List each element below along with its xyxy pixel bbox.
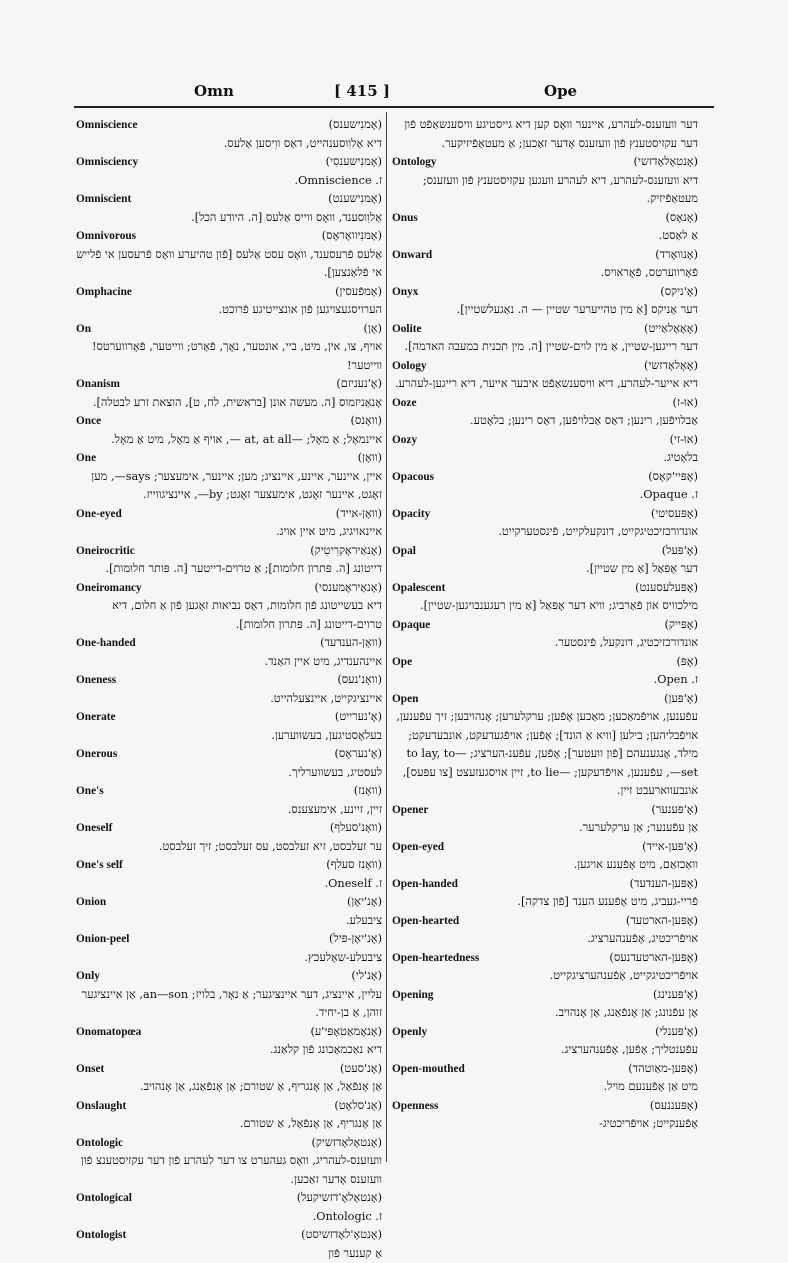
entry-pronunciation: (אָפּ) <box>676 653 698 672</box>
entry-headword: Opening <box>392 986 433 1005</box>
entry-pronunciation: (אָפּייק) <box>665 616 698 635</box>
dictionary-entry <box>392 838 698 875</box>
entry-definition: הערויסגעצויגען פֿון אונצייטיגע פֿרוכט. <box>76 301 382 320</box>
entry-headword: One-eyed <box>76 505 122 524</box>
entry-pronunciation: (אָמנִישענס) <box>329 116 382 135</box>
entry-pronunciation: (אָפּעסיטי) <box>651 505 698 524</box>
entry-headword: Openly <box>392 1023 427 1042</box>
entry-pronunciation: (אָ'פּען-אייד) <box>642 838 698 857</box>
entry-pronunciation: (אוּ-זי) <box>670 431 698 450</box>
dictionary-entry <box>76 505 382 542</box>
entry-definition: בעלאָסטיגען, בעשווערען. <box>76 727 382 746</box>
entry-pronunciation: (אָנאַיראָקרִיטִיק) <box>310 542 382 561</box>
entry-pronunciation: (אָ'פּענינג) <box>653 986 698 1005</box>
entry-pronunciation: (אָ'פּענלי) <box>655 1023 698 1042</box>
entry-pronunciation: (אָ'פּענער) <box>651 801 698 820</box>
entry-pronunciation: (וואָן-אייד) <box>336 505 382 524</box>
entry-pronunciation: (אָפּען-מאַוטהד) <box>628 1060 698 1079</box>
entry-headword: Opacity <box>392 505 430 524</box>
entry-definition: אַלעס פֿרעסענד, וואָס עסט אַלעס [פֿון טהיערע וואָס פֿרעסען אי פֿלייש אי פֿלאַנצען]. <box>76 246 382 283</box>
entry-headword: One's <box>76 782 104 801</box>
entry-definition: עליין, איינציג, דער איינציגער; אַ נאָר, בלויז; an—son, אַן איינציגער זוהן, אַ בן-יחיד. <box>76 986 382 1023</box>
entry-headword: Open-eyed <box>392 838 444 857</box>
page-header <box>74 82 714 104</box>
entry-pronunciation: (וואָנז סעלף) <box>326 856 382 875</box>
dictionary-entry <box>76 227 382 283</box>
entry-headword: Oneirocritic <box>76 542 135 561</box>
entry-definition: דער אָניקס [אַ מין טהייערער שטיין — ה. נאַגעלשטיין]. <box>392 301 698 320</box>
dictionary-entry <box>76 1097 382 1134</box>
dictionary-entry <box>392 246 698 283</box>
entry-headword: Onanism <box>76 375 120 394</box>
entry-headword: Opener <box>392 801 428 820</box>
entry-pronunciation: (אוּ-ז) <box>673 394 698 413</box>
entry-pronunciation: (אָנ'לי) <box>351 967 382 986</box>
dictionary-entry <box>76 745 382 782</box>
dictionary-entry <box>76 542 382 579</box>
entry-pronunciation: (אָ'נערייט) <box>335 708 382 727</box>
entry-headword: Onus <box>392 209 418 228</box>
dictionary-entry <box>76 634 382 671</box>
entry-definition: עפֿענען, אויפֿמאַכען; מאַכען אָפֿען; ערקלערען; אָנהויבען; זיך עפֿענען, אויפֿבליהען; בילען [וויא אַ הונד]; אָפֿען; אויפֿגעדעקט, אונבעדעקט; מילד, אָנגענעהם [פֿון וועטער]; אָפֿען, עפֿענ-הערציג; —to lay, to set—, עפֿענען, אויפֿדעקען; —to lie, זיין אויסגעזעצט [צו עפּעס], אונבעווארעבט זיין. <box>392 708 698 801</box>
entry-pronunciation: (וואָן-הענדעד) <box>320 634 382 653</box>
entry-pronunciation: (אָמנִישענט) <box>328 190 382 209</box>
entry-pronunciation: (אָ'ניקס) <box>660 283 698 302</box>
dictionary-entry <box>76 412 382 449</box>
dictionary-entry <box>392 320 698 357</box>
entry-headword: One's self <box>76 856 123 875</box>
dictionary-entry <box>76 320 382 376</box>
entry-headword: Ontologic <box>76 1134 123 1153</box>
dictionary-entry <box>76 153 382 190</box>
entry-headword: Open-mouthed <box>392 1060 465 1079</box>
entry-headword: Onward <box>392 246 432 265</box>
entry-headword: One-handed <box>76 634 136 653</box>
entry-definition: איינציגקייט, איינצעלהייט. <box>76 690 382 709</box>
entry-pronunciation: (אָאָאָלאַייט) <box>644 320 698 339</box>
entry-definition: דייטונג [ה. פּתרון חלומות]; אַ טרוים-דייטער [ה. פּותר חלומות]. <box>76 560 382 579</box>
entry-headword: Onyx <box>392 283 418 302</box>
entry-pronunciation: (וואָנס) <box>351 412 382 431</box>
dictionary-entry <box>392 283 698 320</box>
entry-headword: Ooze <box>392 394 416 413</box>
entry-definition: אַבלויפֿען, רינען; דאַס אַבלויפֿען, דאַס רינען; בלאָטע. <box>392 412 698 431</box>
dictionary-entry <box>76 283 382 320</box>
entry-definition: מילכוויס און פֿאַרביג; וויא דער אָפּאַל [אַ מין רעגענבויגען-שטיין]. <box>392 597 698 616</box>
dictionary-entry <box>76 893 382 930</box>
entry-definition: דיא אייער-לעהרע, דיא וויסענשאַפֿט איבער אייער, דיא רייגען-לעהרע. <box>392 375 698 394</box>
entry-pronunciation: (אָנטאָ'לאָדזשיסט) <box>301 1226 382 1245</box>
entry-definition: עפֿענטליך; אָפֿען, אָפֿענהערציג. <box>392 1041 698 1060</box>
entry-definition: פֿריי-געביג, מיט אָפֿענע הענד [פֿון צדקה]. <box>392 893 698 912</box>
entry-headword: Onslaught <box>76 1097 126 1116</box>
dictionary-entry <box>76 1226 382 1263</box>
entry-definition: בלאָטיג. <box>392 449 698 468</box>
left-guide-word: Omn <box>194 82 234 100</box>
entry-definition: ציבעלע-שאָלעכץ. <box>76 949 382 968</box>
dictionary-entry <box>392 875 698 912</box>
entry-definition: איין, איינער, איינע, איינציג; מען; איינער, אימעצער; says—, מען זאָגט, איינער זאָגט, אימעצער זאָגט; by—, איינציגווייז. <box>76 468 382 505</box>
entry-headword: Oneness <box>76 671 116 690</box>
entry-headword: Omniscience <box>76 116 138 135</box>
entry-definition: זיין, זיינע, אימעצענס. <box>76 801 382 820</box>
entry-definition: איינאויגיג, מיט איין אויג. <box>76 523 382 542</box>
entry-headword: Ontology <box>392 153 437 172</box>
entry-definition: ער זעלבסט, זיא זעלבסט, עס זעלבסט; זיך זעלבסט. <box>76 838 382 857</box>
right-guide-word: Ope <box>544 82 577 100</box>
entry-headword: Ontologist <box>76 1226 126 1245</box>
dictionary-entry <box>76 930 382 967</box>
entry-pronunciation: (אָנ'יאָן-פּיל) <box>329 930 382 949</box>
entry-pronunciation: (אָפּעלעסענט) <box>635 579 698 598</box>
entry-pronunciation: (אָנאָמאַטאָפּי'ע) <box>310 1023 382 1042</box>
entry-headword: Oneiromancy <box>76 579 142 598</box>
entry-headword: Omniscient <box>76 190 131 209</box>
entry-pronunciation: (אָמנִיוואָראָס) <box>322 227 382 246</box>
dictionary-entry <box>392 1023 698 1060</box>
dictionary-entry <box>392 357 698 394</box>
dictionary-entry <box>76 116 382 153</box>
dictionary-entry <box>392 468 698 505</box>
entry-pronunciation: (אָנוואָרד) <box>655 246 698 265</box>
entry-definition: אַן אָנפֿאַל, אַן אָנגריף, אַ שטורם; אַן אָנפֿאַנג, אַן אָנהויב. <box>76 1078 382 1097</box>
dictionary-entry <box>392 153 698 209</box>
left-column <box>76 116 382 1162</box>
dictionary-entry <box>76 967 382 1023</box>
entry-definition: מיט אַן אָפֿענעם מויל. <box>392 1078 698 1097</box>
entry-pronunciation: (אָנאַיראָמענסי) <box>315 579 383 598</box>
dictionary-entry <box>76 856 382 893</box>
entry-definition: אַן אָנגריף, אַן אָנפֿאַל, אַ שטורם. <box>76 1115 382 1134</box>
dictionary-entry <box>392 616 698 653</box>
entry-pronunciation: (אָנטאָלאָדזשי) <box>634 153 698 172</box>
dictionary-entry <box>76 782 382 819</box>
entry-pronunciation: (וואָן) <box>358 449 382 468</box>
entry-definition: אָנאַניזמוס [ה. מעשה אונן [בראשית, לח, ט], הוצאת זרע לבטלה]. <box>76 394 382 413</box>
entry-definition: אויף, צו, אין, מיט, ביי, אונטער, נאָך, פֿאָרט; ווייטער, פֿאָרווערטס! ווייטער! <box>76 338 382 375</box>
entry-pronunciation: (אָנטאָלאָדזשיק) <box>311 1134 382 1153</box>
dictionary-entry <box>76 449 382 505</box>
entry-definition: אויפֿריכטיג, אָפֿענהערציג. <box>392 930 698 949</box>
entry-pronunciation: (אָפּעננעס) <box>650 1097 698 1116</box>
dictionary-entry <box>392 1060 698 1097</box>
entry-headword: Onerous <box>76 745 117 764</box>
entry-headword: Open-heartedness <box>392 949 479 968</box>
entry-headword: Onomatopœa <box>76 1023 141 1042</box>
dictionary-entry <box>392 209 698 246</box>
entry-definition: דער אָפּאַל [אַ מין שטיין]. <box>392 560 698 579</box>
entry-headword: Opalescent <box>392 579 445 598</box>
entry-pronunciation: (אָנ'סלאָט) <box>334 1097 382 1116</box>
dictionary-entry <box>392 912 698 949</box>
entry-headword: Onion <box>76 893 106 912</box>
dictionary-entry <box>76 1060 382 1097</box>
entry-headword: Oneself <box>76 819 112 838</box>
entry-definition: אַן עפֿענער; אַן ערקלערער. <box>392 819 698 838</box>
entry-definition: איינהענדיג, מיט איין האַנד. <box>76 653 382 672</box>
entry-pronunciation: (אָאָלאָדזשי) <box>644 357 698 376</box>
entry-pronunciation: (אָ'פּעל) <box>662 542 698 561</box>
entry-definition: אָפֿענקייט; אויפֿריכטיג- <box>392 1115 698 1134</box>
entry-definition: ז. Open. <box>392 671 698 690</box>
entry-headword: Omnivorous <box>76 227 136 246</box>
header-rule <box>74 106 714 108</box>
right-column <box>392 116 698 1162</box>
dictionary-entry <box>76 1134 382 1190</box>
entry-pronunciation: (אָפּען-הארטעדנעס) <box>609 949 698 968</box>
entry-headword: Open-handed <box>392 875 458 894</box>
entry-headword: Opal <box>392 542 416 561</box>
dictionary-entry <box>392 1097 698 1134</box>
entry-pronunciation: (אָ'נעניזם) <box>336 375 382 394</box>
entry-pronunciation: (אָמפֿעסין) <box>335 283 382 302</box>
entry-pronunciation: (וואָנ'סעלף) <box>330 819 382 838</box>
entry-definition: אַן עפֿנונג; אַן אָנפֿאַנג, אַן אָנהויב. <box>392 1004 698 1023</box>
entry-pronunciation: (אָפּיי'קאָס) <box>648 468 698 487</box>
entry-pronunciation: (אָפּען-הארטעד) <box>626 912 698 931</box>
dictionary-entry <box>392 579 698 616</box>
entry-headword: On <box>76 320 91 339</box>
entry-headword: Open <box>392 690 418 709</box>
entry-headword: Omphacine <box>76 283 132 302</box>
entry-definition: דיא בעשייטונג פֿון חלומות, דאָס נביאות זאָגען פֿון אַ חלום, דיא טרוים-דייטונג [ה. פּתרון חלומות]. <box>76 597 382 634</box>
column-divider <box>386 112 387 1162</box>
entry-headword: Onerate <box>76 708 116 727</box>
entry-definition: אַ קענער פֿון <box>76 1245 382 1263</box>
entry-pronunciation: (אָמנִישענסִי) <box>326 153 382 172</box>
entry-headword: Oozy <box>392 431 417 450</box>
entry-headword: Ope <box>392 653 412 672</box>
entry-headword: Opaque <box>392 616 430 635</box>
entry-definition: וועזענס-לעהריג, וואָס געהערט צו דער לעהרע פֿון דער עקזיסטענצ פֿון וועזענס אָדער זאַכען. <box>76 1152 382 1189</box>
entry-pronunciation: (וואָנ'נעס) <box>337 671 382 690</box>
entry-headword: Onset <box>76 1060 104 1079</box>
entry-definition: אונדורכזיכטיגקייט, דונקעלקייט, פֿינסטערקייט. <box>392 523 698 542</box>
dictionary-entry <box>392 986 698 1023</box>
entry-headword: Oology <box>392 357 427 376</box>
entry-headword: Ontological <box>76 1189 132 1208</box>
entry-definition: ז. Ontologic. <box>76 1208 382 1227</box>
dictionary-entry <box>392 116 698 153</box>
dictionary-entry <box>392 653 698 690</box>
dictionary-entry <box>76 671 382 708</box>
dictionary-entry <box>392 394 698 431</box>
entry-definition: אַ לאַסט. <box>392 227 698 246</box>
entry-headword: Onion-peel <box>76 930 129 949</box>
entry-pronunciation: (אָנ'יאָן) <box>347 893 382 912</box>
dictionary-entry <box>76 1023 382 1060</box>
entry-definition: אַלוִוסענד, וואָס ווייס אַלעס [ה. היודע הכל]. <box>76 209 382 228</box>
entry-definition: אונדורכזיכטיג, דונקעל, פֿינסטער. <box>392 634 698 653</box>
dictionary-entry <box>392 505 698 542</box>
entry-headword: Only <box>76 967 100 986</box>
entry-definition: איינמאָל; אַ מאָל; —at, at all —, אויף אַ מאָל, מיט אַ מאָל. <box>76 431 382 450</box>
entry-headword: Opacous <box>392 468 434 487</box>
entry-definition: דער וועזענס-לעהרע, איינער וואָס קען דיא גייסטיגע וויסענשאַפֿט פֿון דער עקזיסטענץ פֿון וועזענס אָדער זאַכען; אַ מעטאַפֿיזיקער. <box>392 116 698 153</box>
entry-definition: וואַכזאַם, מיט אָפֿענע אויגען. <box>392 856 698 875</box>
dictionary-entry <box>76 708 382 745</box>
entry-pronunciation: (אָן) <box>364 320 382 339</box>
dictionary-entry <box>392 801 698 838</box>
entry-definition: דיא נאַכמאַכונג פֿון קלאַנג. <box>76 1041 382 1060</box>
dictionary-entry <box>76 1189 382 1226</box>
entry-definition: אויפֿריכטיגקייט, אָפֿענהערציגקייט. <box>392 967 698 986</box>
entry-definition: ז. Omniscience. <box>76 172 382 191</box>
entry-pronunciation: (אָנאָס) <box>666 209 698 228</box>
dictionary-entry <box>76 579 382 635</box>
entry-headword: One <box>76 449 96 468</box>
entry-headword: Once <box>76 412 101 431</box>
entry-headword: Omnisciency <box>76 153 138 172</box>
dictionary-entry <box>76 375 382 412</box>
entry-definition: ז. Opaque. <box>392 486 698 505</box>
dictionary-entry <box>392 542 698 579</box>
entry-pronunciation: (אָנ'סעט) <box>340 1060 382 1079</box>
dictionary-entry <box>392 949 698 986</box>
dictionary-entry <box>392 431 698 468</box>
entry-definition: דער רייגען-שטיין, אַ מין לוים-שטיין [ה. מין תכנית במעבה האדמה]. <box>392 338 698 357</box>
entry-pronunciation: (אָ'פּען) <box>664 690 698 709</box>
dictionary-entry <box>76 190 382 227</box>
entry-definition: דיא אַלוִוסענהייט, דאַס ווִיסען אַלעס. <box>76 135 382 154</box>
entry-headword: Openness <box>392 1097 438 1116</box>
entry-pronunciation: (וואָנז) <box>354 782 382 801</box>
entry-definition: דיא וועזענס-לעהרע, דיא לעהרע וועגען עקזיסטענץ פֿון וועזענס; מעטאַפֿיזיק. <box>392 172 698 209</box>
entry-definition: ז. Oneself. <box>76 875 382 894</box>
dictionary-entry <box>392 690 698 801</box>
entry-pronunciation: (אָנטאָלאָ'דזשיקעל) <box>297 1189 382 1208</box>
page-number: [ 415 ] <box>334 82 390 100</box>
entry-definition: לעסטיג, בעשווערליך. <box>76 764 382 783</box>
entry-definition: פֿאָרווערטס, פֿאָראויס. <box>392 264 698 283</box>
dictionary-entry <box>76 819 382 856</box>
entry-definition: ציבעלע. <box>76 912 382 931</box>
entry-headword: Oolite <box>392 320 422 339</box>
entry-headword: Open-hearted <box>392 912 459 931</box>
entry-pronunciation: (אָפּען-הענדעד) <box>630 875 698 894</box>
entry-pronunciation: (אָ'נעראָס) <box>334 745 382 764</box>
